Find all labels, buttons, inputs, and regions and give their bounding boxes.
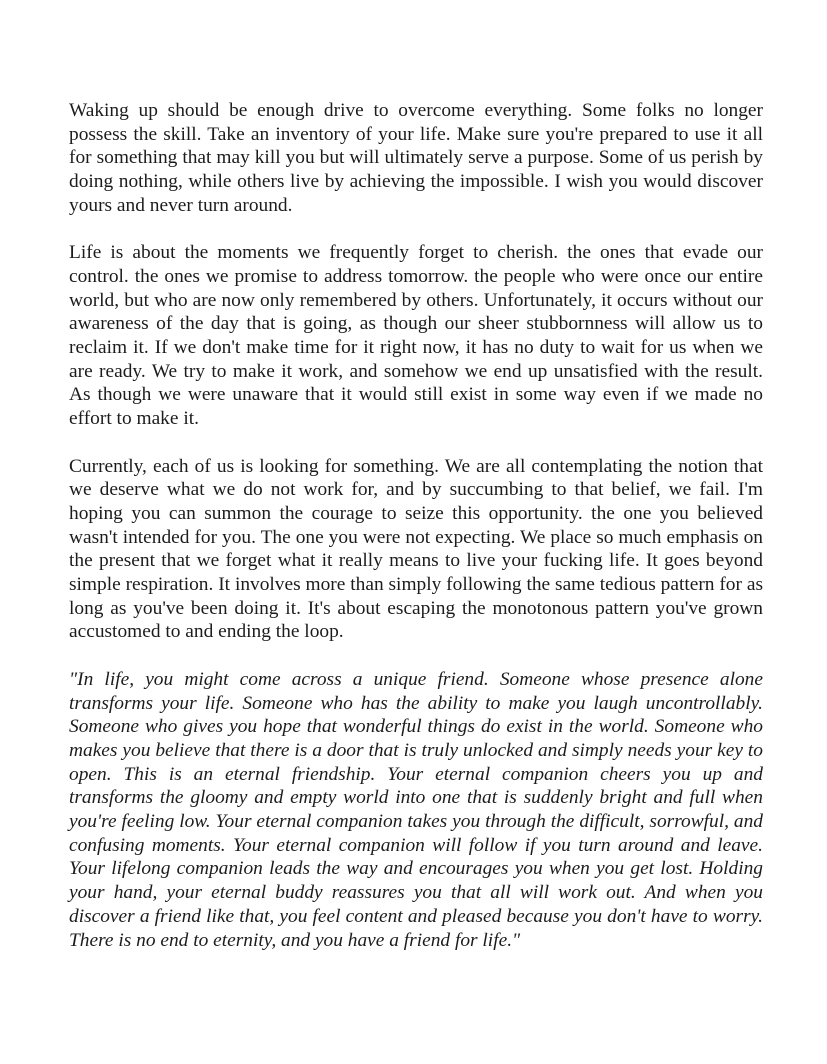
paragraph-friendship-quote: "In life, you might come across a unique friend. Someone whose presence alone transforms your life. Someone who has the ability to make you laugh uncontrollably. Someone who gives you hope that wonderful things do exist in the world. Someone who makes you believe that there is a door that is truly unlocked and simply needs your key to open. This is an eternal friendship. Your eternal companion cheers you up and transforms the gloomy and empty world into one that is suddenly bright and full when you're feeling low. Your eternal companion takes you through the difficult, sorrowful, and confusing moments. Your eternal companion will follow if you turn around and leave. Your lifelong companion leads the way and encourages you when you get lost. Holding your hand, your eternal buddy reassures you that all will work out. And when you discover a friend like that, you feel content and pleased because you don't have to worry. There is no end to eternity, and you have a friend for life." xyxy=(69,668,763,951)
paragraph-currently: Currently, each of us is looking for something. We are all contemplating the notion that we deserve what we do not work for, and by succumbing to that belief, we fail. I'm hoping you can summon the courage to seize this opportunity. the one you believed wasn't intended for you. The one you were not expecting. We place so much emphasis on the present that we forget what it really means to live your fucking life. It goes beyond simple respiration. It involves more than simply following the same tedious pattern for as long as you've been doing it. It's about escaping the monotonous pattern you've grown accustomed to and ending the loop. xyxy=(69,455,763,643)
paragraph-waking-up: Waking up should be enough drive to overcome everything. Some folks no longer possess the skill. Take an inventory of your life. Make sure you're prepared to use it all for something that may kill you but will ultimately serve a purpose. Some of us perish by doing nothing, while others live by achieving the impossible. I wish you would discover yours and never turn around. xyxy=(69,100,763,216)
paragraph-life-moments: Life is about the moments we frequently forget to cherish. the ones that evade our control. the ones we promise to address tomorrow. the people who were once our entire world, but who are now only remembered by others. Unfortunately, it occurs without our awareness of the day that is going, as though our sheer stubbornness will allow us to reclaim it. If we don't make time for it right now, it has no duty to wait for us when we are ready. We try to make it work, and somehow we end up unsatisfied with the result. As though we were unaware that it would still exist in some way even if we made no effort to make it. xyxy=(69,242,763,430)
document-body xyxy=(69,99,763,952)
